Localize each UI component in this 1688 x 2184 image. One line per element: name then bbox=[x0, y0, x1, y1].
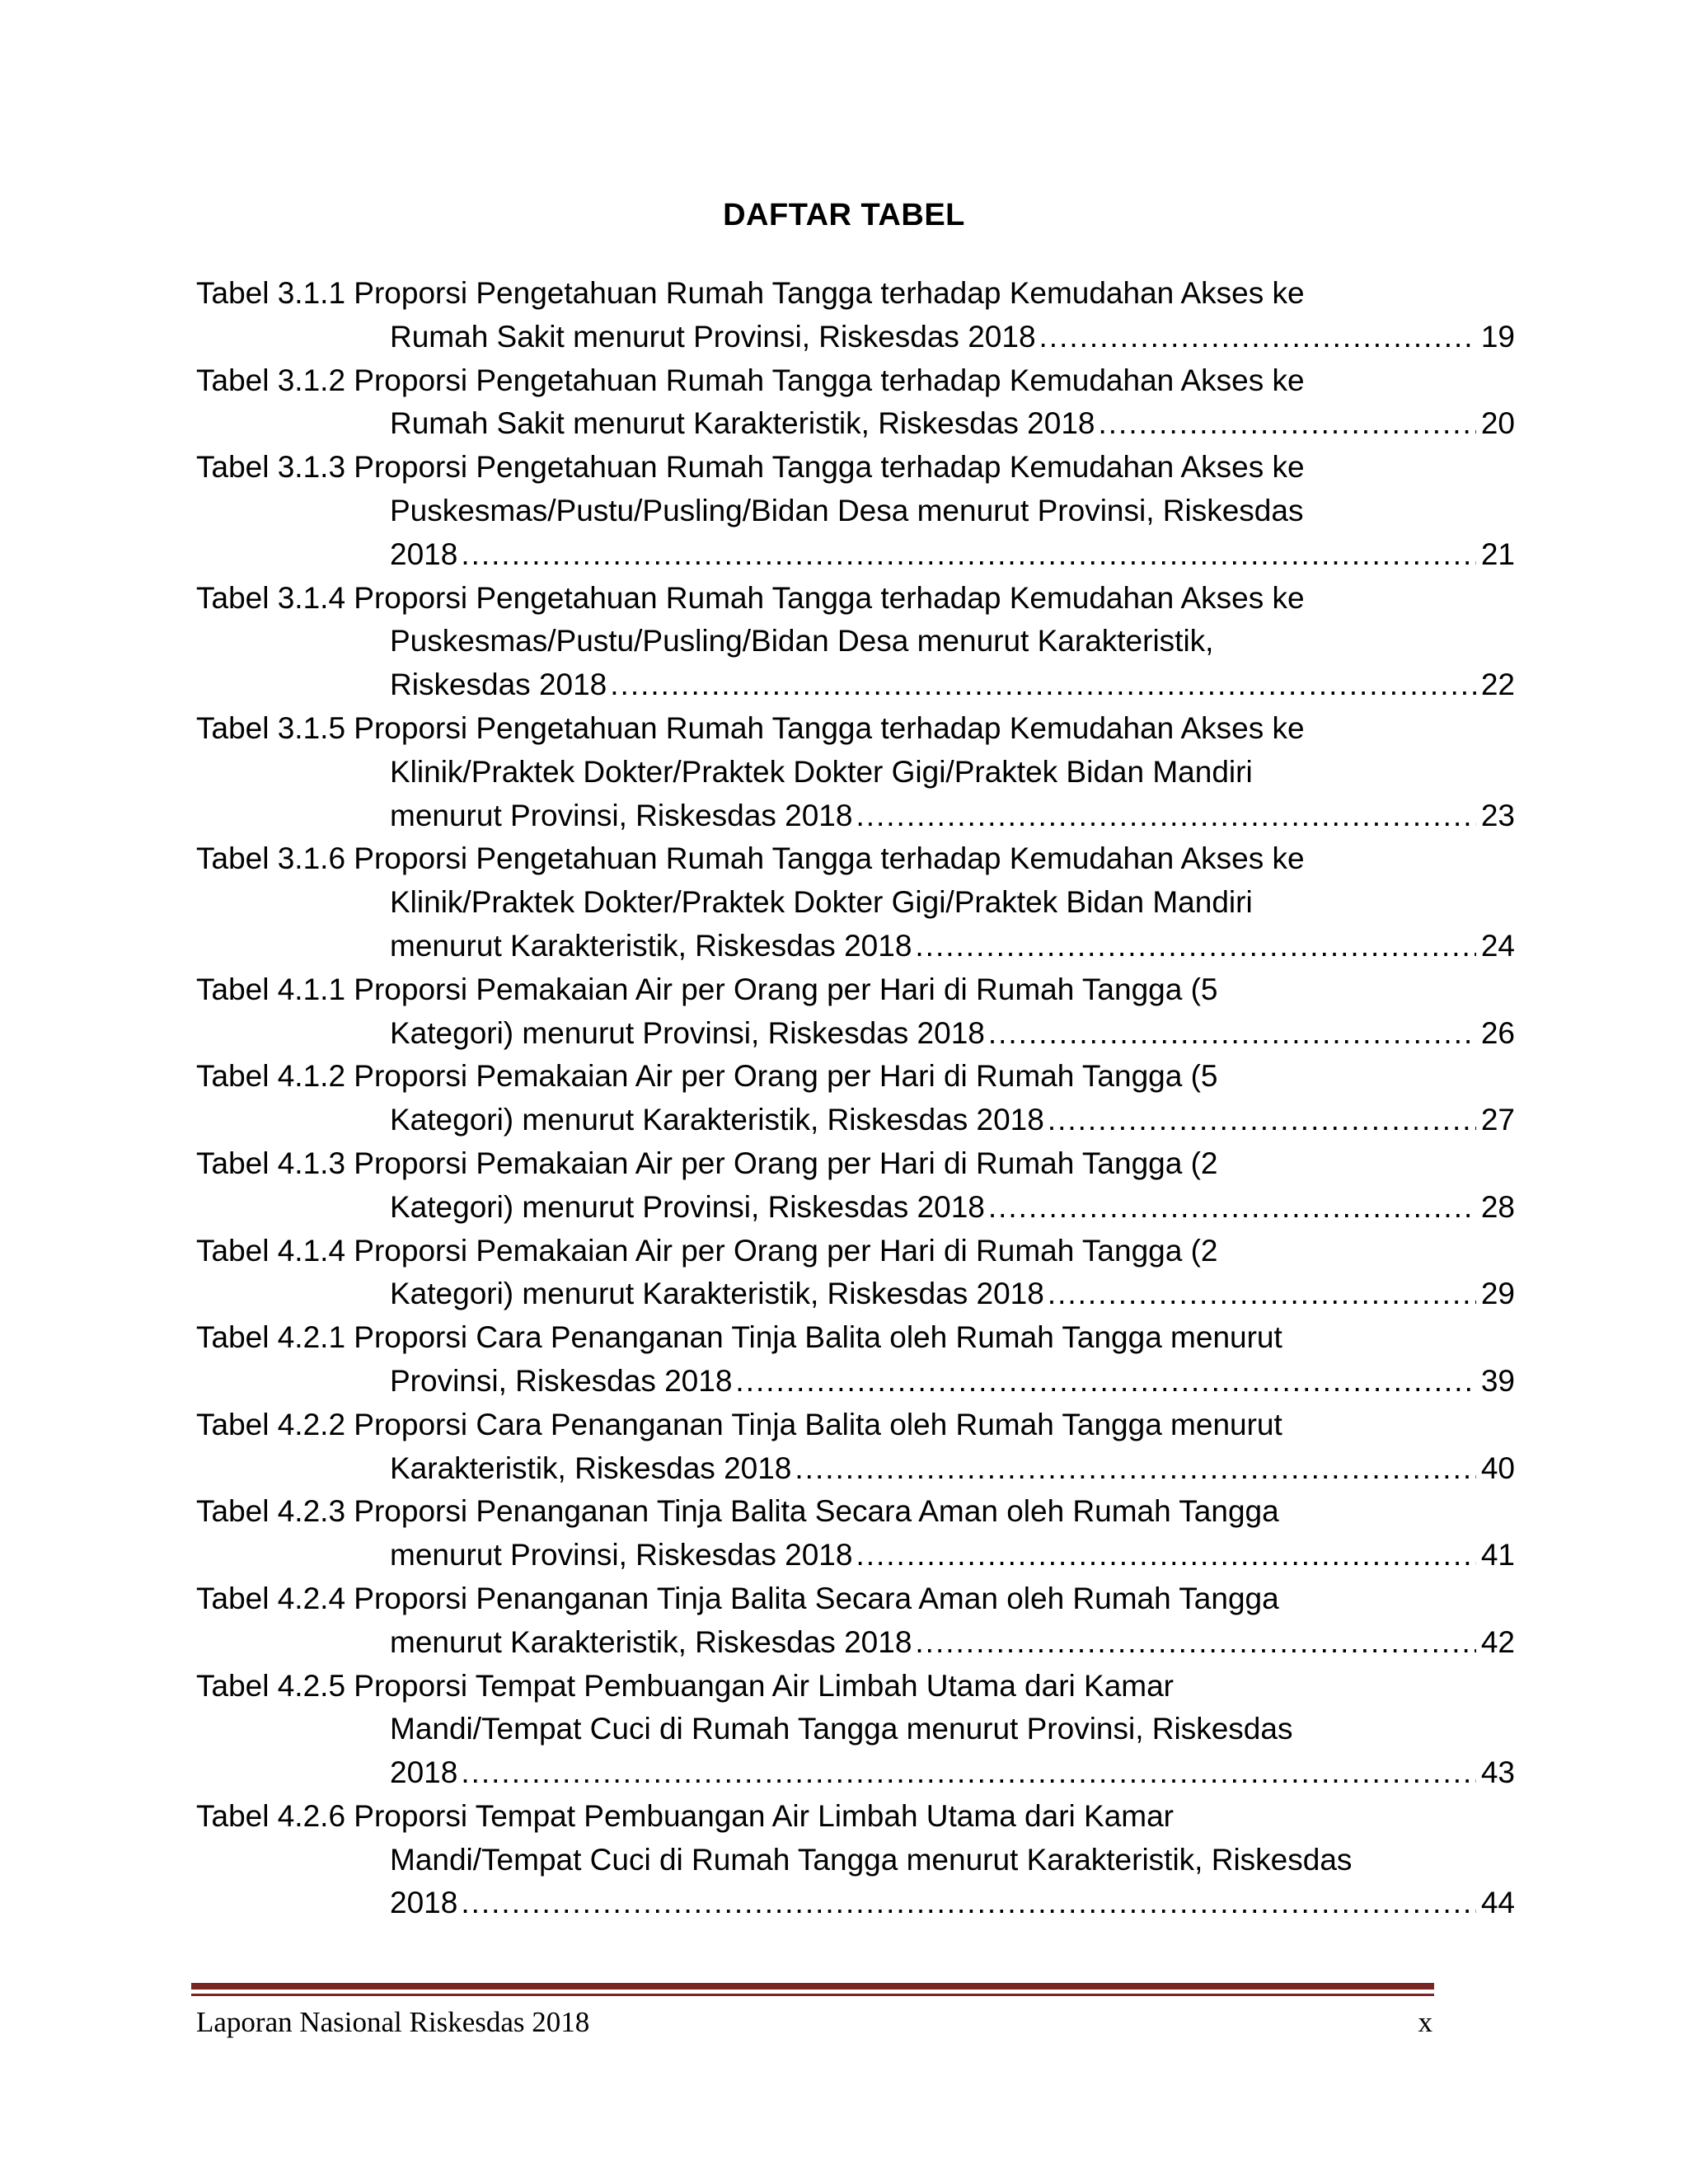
toc-entry[interactable] bbox=[196, 968, 1515, 1056]
toc-page-number: 22 bbox=[1480, 668, 1515, 702]
toc-entry-last-text: 2018 bbox=[390, 537, 458, 571]
toc-entry-last-text: 2018 bbox=[390, 1755, 458, 1790]
toc-entry-last-line bbox=[196, 1272, 1515, 1316]
toc-dot-leader bbox=[856, 794, 1475, 838]
toc-dot-leader bbox=[1098, 402, 1475, 446]
toc-entry-title: Tabel 3.1.3 Proporsi Pengetahuan Rumah Tangga terhadap Kemudahan Akses ke bbox=[196, 450, 1305, 485]
toc-dot-leader bbox=[610, 663, 1476, 707]
toc-entry-last-line bbox=[196, 794, 1515, 838]
footer-rule-thick bbox=[191, 1983, 1434, 1990]
toc-dot-leader bbox=[795, 1447, 1475, 1491]
toc-page-number: 43 bbox=[1480, 1755, 1515, 1790]
toc-entry-title: Tabel 4.1.4 Proporsi Pemakaian Air per Orang per Hari di Rumah Tangga (2 bbox=[196, 1233, 1218, 1268]
toc-entry-title: Tabel 4.2.6 Proporsi Tempat Pembuangan Air Limbah Utama dari Kamar bbox=[196, 1798, 1175, 1833]
toc-entry[interactable] bbox=[196, 1665, 1515, 1795]
toc-entry[interactable] bbox=[196, 1316, 1515, 1404]
toc-entry-last-line bbox=[196, 1360, 1515, 1404]
toc-entry-last-line bbox=[196, 533, 1515, 577]
toc-entry[interactable] bbox=[196, 577, 1515, 707]
toc-page-number: 28 bbox=[1480, 1189, 1515, 1224]
toc-entry[interactable] bbox=[196, 1055, 1515, 1142]
toc-entry-last-line bbox=[196, 925, 1515, 968]
toc-page-number: 40 bbox=[1480, 1451, 1515, 1485]
toc-entry-title: Tabel 3.1.4 Proporsi Pengetahuan Rumah Tangga terhadap Kemudahan Akses ke bbox=[196, 580, 1305, 615]
toc-entry-title: Tabel 4.1.2 Proporsi Pemakaian Air per Orang per Hari di Rumah Tangga (5 bbox=[196, 1059, 1218, 1094]
toc-entry-continuation: Klinik/Praktek Dokter/Praktek Dokter Gigi/Praktek Bidan Mandiri bbox=[390, 885, 1253, 920]
toc-entry-title: Tabel 4.2.1 Proporsi Cara Penanganan Tinja Balita oleh Rumah Tangga menurut bbox=[196, 1320, 1282, 1355]
toc-entry-last-text: 2018 bbox=[390, 1886, 458, 1920]
toc-page-number: 19 bbox=[1480, 319, 1515, 354]
toc-entry[interactable] bbox=[196, 837, 1515, 968]
toc-entry-last-text: Rumah Sakit menurut Provinsi, Riskesdas 2018 bbox=[390, 319, 1036, 354]
toc-entry-title: Tabel 4.2.2 Proporsi Cara Penanganan Tinja Balita oleh Rumah Tangga menurut bbox=[196, 1407, 1282, 1441]
toc-entry[interactable] bbox=[196, 1490, 1515, 1577]
toc-entry-last-line bbox=[196, 663, 1515, 707]
toc-entry-continuation: Mandi/Tempat Cuci di Rumah Tangga menurut Karakteristik, Riskesdas bbox=[390, 1842, 1353, 1877]
toc-entry-last-line bbox=[196, 1751, 1515, 1795]
toc-entry-last-text: Kategori) menurut Provinsi, Riskesdas 2018 bbox=[390, 1015, 985, 1050]
toc-page-number: 20 bbox=[1480, 406, 1515, 441]
toc-entry-title: Tabel 3.1.2 Proporsi Pengetahuan Rumah Tangga terhadap Kemudahan Akses ke bbox=[196, 363, 1305, 397]
toc-page-number: 29 bbox=[1480, 1277, 1515, 1311]
toc-entry-continuation: Klinik/Praktek Dokter/Praktek Dokter Gigi/Praktek Bidan Mandiri bbox=[390, 754, 1253, 789]
toc-page-number: 41 bbox=[1480, 1538, 1515, 1572]
toc-entry-last-text: Kategori) menurut Karakteristik, Riskesdas 2018 bbox=[390, 1277, 1044, 1311]
toc-dot-leader bbox=[1048, 1099, 1476, 1142]
toc-entry[interactable] bbox=[196, 1404, 1515, 1491]
toc-page-number: 26 bbox=[1480, 1015, 1515, 1050]
page-title: DAFTAR TABEL bbox=[723, 198, 965, 232]
toc-entry-last-text: menurut Provinsi, Riskesdas 2018 bbox=[390, 798, 853, 832]
toc-entry-last-text: Provinsi, Riskesdas 2018 bbox=[390, 1363, 733, 1398]
toc-entry-last-line bbox=[196, 1012, 1515, 1056]
toc-page-number: 44 bbox=[1480, 1886, 1515, 1920]
toc-entry-continuation: Puskesmas/Pustu/Pusling/Bidan Desa menurut Provinsi, Riskesdas bbox=[390, 493, 1304, 527]
toc-page-number: 39 bbox=[1480, 1363, 1515, 1398]
toc-entry-last-line bbox=[196, 1534, 1515, 1577]
footer-report-title: Laporan Nasional Riskesdas 2018 bbox=[196, 2006, 590, 2038]
toc-dot-leader bbox=[461, 1751, 1476, 1795]
toc-dot-leader bbox=[1039, 316, 1476, 359]
toc-entry[interactable] bbox=[196, 1230, 1515, 1317]
toc-page-number: 23 bbox=[1480, 798, 1515, 832]
toc-page-number: 27 bbox=[1480, 1103, 1515, 1137]
toc-entry-last-text: Kategori) menurut Karakteristik, Riskesdas 2018 bbox=[390, 1103, 1044, 1137]
toc-entry-last-line bbox=[196, 1447, 1515, 1491]
toc-entry-title: Tabel 3.1.5 Proporsi Pengetahuan Rumah Tangga terhadap Kemudahan Akses ke bbox=[196, 710, 1305, 745]
toc-entry[interactable] bbox=[196, 1142, 1515, 1230]
toc-dot-leader bbox=[461, 533, 1476, 577]
toc-entry-title: Tabel 3.1.6 Proporsi Pengetahuan Rumah Tangga terhadap Kemudahan Akses ke bbox=[196, 841, 1305, 876]
toc-entry[interactable] bbox=[196, 272, 1515, 359]
toc-entry-last-line bbox=[196, 1882, 1515, 1925]
toc-entry-last-line bbox=[196, 316, 1515, 359]
toc-entry-title: Tabel 4.2.4 Proporsi Penanganan Tinja Balita Secara Aman oleh Rumah Tangga bbox=[196, 1581, 1279, 1615]
toc-dot-leader bbox=[461, 1882, 1476, 1925]
toc-entry-title: Tabel 4.2.3 Proporsi Penanganan Tinja Balita Secara Aman oleh Rumah Tangga bbox=[196, 1494, 1279, 1529]
toc-entry[interactable] bbox=[196, 359, 1515, 447]
toc-entry-last-text: Riskesdas 2018 bbox=[390, 668, 607, 702]
toc-page-number: 24 bbox=[1480, 928, 1515, 963]
toc-dot-leader bbox=[915, 925, 1475, 968]
toc-entry-last-text: Kategori) menurut Provinsi, Riskesdas 2018 bbox=[390, 1189, 985, 1224]
toc-entry-title: Tabel 4.2.5 Proporsi Tempat Pembuangan Air Limbah Utama dari Kamar bbox=[196, 1668, 1175, 1703]
toc-entry-last-line bbox=[196, 402, 1515, 446]
toc-dot-leader bbox=[988, 1012, 1476, 1056]
toc-dot-leader bbox=[915, 1621, 1475, 1665]
toc-entry-title: Tabel 4.1.3 Proporsi Pemakaian Air per Orang per Hari di Rumah Tangga (2 bbox=[196, 1146, 1218, 1180]
footer-rule-thin bbox=[191, 1994, 1434, 1996]
toc-entry-continuation: Puskesmas/Pustu/Pusling/Bidan Desa menurut Karakteristik, bbox=[390, 624, 1214, 658]
toc-entry-last-line bbox=[196, 1621, 1515, 1665]
toc-entry-last-text: menurut Karakteristik, Riskesdas 2018 bbox=[390, 928, 912, 963]
toc-entry[interactable] bbox=[196, 1577, 1515, 1665]
toc-dot-leader bbox=[856, 1534, 1475, 1577]
toc-entry-continuation: Mandi/Tempat Cuci di Rumah Tangga menurut Provinsi, Riskesdas bbox=[390, 1712, 1293, 1746]
toc-entry-last-text: Rumah Sakit menurut Karakteristik, Riskesdas 2018 bbox=[390, 406, 1095, 441]
toc-entry-last-line bbox=[196, 1099, 1515, 1142]
toc-entry-last-text: menurut Provinsi, Riskesdas 2018 bbox=[390, 1538, 853, 1572]
toc-entry-title: Tabel 4.1.1 Proporsi Pemakaian Air per Orang per Hari di Rumah Tangga (5 bbox=[196, 972, 1218, 1006]
toc-dot-leader bbox=[988, 1186, 1476, 1230]
toc-entry-last-text: menurut Karakteristik, Riskesdas 2018 bbox=[390, 1624, 912, 1659]
toc-dot-leader bbox=[1048, 1272, 1476, 1316]
toc-dot-leader bbox=[735, 1360, 1475, 1404]
toc-entry-last-text: Karakteristik, Riskesdas 2018 bbox=[390, 1451, 792, 1485]
toc-page-number: 42 bbox=[1480, 1624, 1515, 1659]
toc-entry-last-line bbox=[196, 1186, 1515, 1230]
toc-entry[interactable] bbox=[196, 446, 1515, 576]
footer-page-number: x bbox=[1418, 2006, 1432, 2038]
toc-page-number: 21 bbox=[1480, 537, 1515, 571]
table-of-contents bbox=[196, 272, 1515, 1925]
toc-entry[interactable] bbox=[196, 707, 1515, 837]
toc-entry-title: Tabel 3.1.1 Proporsi Pengetahuan Rumah Tangga terhadap Kemudahan Akses ke bbox=[196, 276, 1305, 310]
toc-entry[interactable] bbox=[196, 1795, 1515, 1925]
